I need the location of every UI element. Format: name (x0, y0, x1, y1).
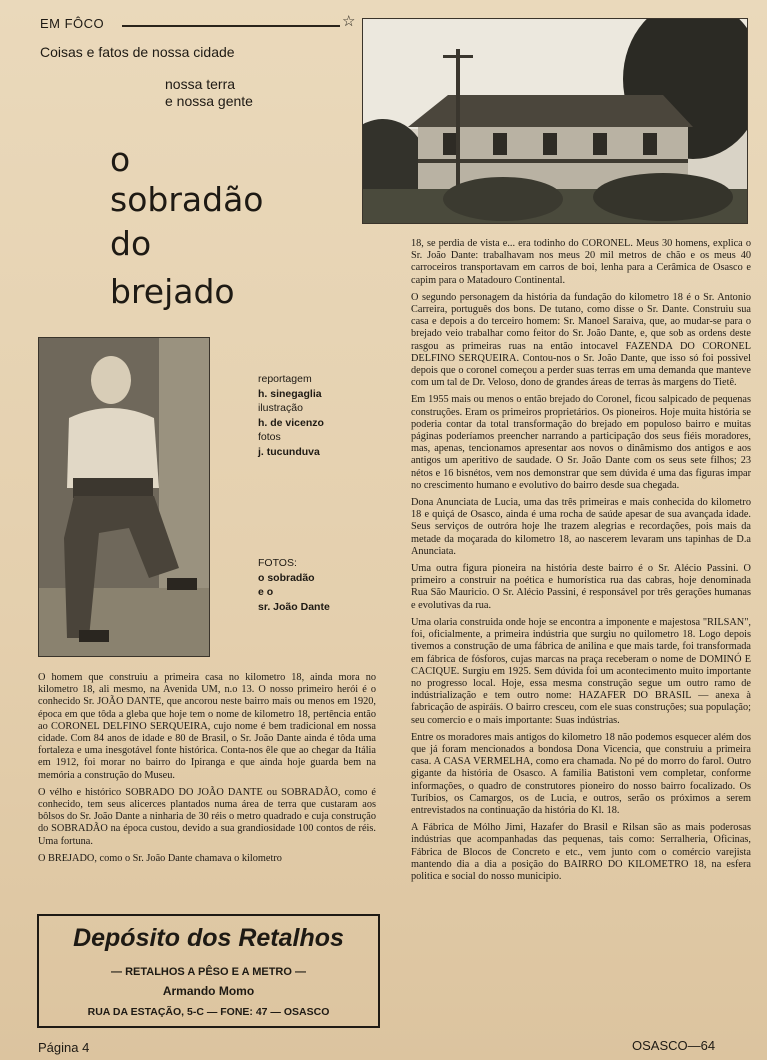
credit-name: j. tucunduva (258, 445, 320, 458)
headline-word-2: sobradão (110, 180, 264, 219)
portrait-illustration (39, 338, 209, 656)
paragraph: O vélho e histórico SOBRADO DO JOÃO DANTE ou SOBRADÃO, como é conhecido, tem seus alicerces plantados numa área de terra que custaram aos bôlsos do Sr. João Dante a ninharia de 30 réis o metro quadrado e cuja construção do SOBRADÃO na época custou, devido a sua grandiosidade 100 contos de réis. Uma fortuna. (38, 786, 376, 847)
paragraph: A Fábrica de Mólho Jimi, Hazafer do Brasil e Rilsan são as mais poderosas indústrias que acompanhadas das pequenas, tais como: Serralheria, Oficinas, Fábrica de Blocos de Concreto e etc., vem junto com o comércio varejista mantendo dia a dia a posição do BAIRRO DO KILOMETRO 18, na esfera politica e social do nosso municipio. (411, 822, 751, 882)
sobradao-photo (362, 18, 748, 224)
section-tag: EM FÔCO (40, 16, 105, 31)
right-column (411, 238, 751, 888)
paragraph: Uma outra figura pioneira na história deste bairro é o Sr. Alécio Passini. O primeiro a construir na poética e humorística rua das cabras, hoje denominada Rua São Mauricio. O Sr. Alécio Passini, é responsável por três gerações humanas e evolutivas da rua. (411, 563, 751, 611)
headline-word-3: do (110, 224, 152, 263)
headline-word-1: o (110, 140, 131, 179)
paragraph: Entre os moradores mais antigos do kilometro 18 não podemos esquecer além dos que já foram mencionados a bondosa Dona Vicencia, que construiu a primeira casa. A CASA VERMELHA, como era chamada. No pé do morro do farol. Outro gigante da história de Osasco. A familia Batistoni vem completar, conforme informações, o quadro de construtores pioneiro do nosso bairro focalizado. Os Turíbios, os Camargos, os de Lucia, e outros, serão os próximos a serem entrevistados na continuação da história do Kl. 18. (411, 731, 751, 816)
kicker: Coisas e fatos de nossa cidade (40, 44, 235, 60)
section-rule (122, 25, 340, 27)
page-number: Página 4 (38, 1040, 90, 1055)
headline-word-4: brejado (110, 272, 235, 311)
caption-line: e o (258, 586, 274, 598)
paragraph: O BREJADO, como o Sr. João Dante chamava o kilometro (38, 852, 282, 864)
house-illustration (363, 19, 747, 223)
footer-issue: OSASCO—64 (632, 1038, 716, 1053)
caption-title: FOTOS: (258, 557, 297, 569)
paragraph: Em 1955 mais ou menos o então brejado do Coronel, ficou salpicado de pequenas construções. Eram os primeiros proprietários. Os pioneiros. Hoje muita história se poderia contar da total transformação do brejado em populoso bairro e muitas páginas poderíamos preencher narrando a participação dos seus fiéis moradores, mas, apenas, tencionamos apresentar aos novos o dinâmismo dos antigos e aos antigos um aperitivo de saudade. O Sr. João Dante com os seus sete filhos; 23 nétos e 16 bisnétos, vem nos demonstrar que sem dúvida é uma das figuras impar no crescimento humano e evolutivo do bairro desde sua chegada. (411, 394, 751, 491)
paragraph: O segundo personagem da história da fundação do kilometro 18 é o Sr. Antonio Carreira, português dos bons. De tutano, como disse o Sr. Dante. Construiu sua casa e depois a do terceiro homem: Sr. Manoel Saraiva, que, ao mudar-se para o brejado veio trabalhar como feitor do Sr. João Dante, e, que sob as ordens deste rasgou as primeiras ruas na então intocavel FAZENDA DO CORONEL DELFINO SERQUEIRA. Contou-nos o Sr. João Dante, que isso só foi possivel depois que o coronel começou a perder suas terras em uma demanda que manteve com um tal de Dr. Veloso, dono de grandes áreas de terras às margens do Tietê. (411, 291, 751, 389)
credit-name: h. de vicenzo (258, 416, 324, 429)
credit-label: fotos (258, 431, 281, 443)
ad-line: RUA DA ESTAÇÃO, 5-C — FONE: 47 — OSASCO (87, 1006, 330, 1018)
ad-line: — RETALHOS A PÊSO E A METRO — (111, 966, 306, 978)
paragraph: Dona Anunciata de Lucia, uma das três primeiras e mais conhecida do kilometro 18 e quiçá de Osasco, ainda é uma rocha de saúde apesar de sua avançada idade. Seus serviços de outróra hoje lhe trazem alegrias e recordações, pois mais da metade da moçarada do kilometro 18, ao nascerem levaram uns tapinhas de D.a Anunciata. (411, 497, 751, 557)
joao-dante-photo (38, 337, 210, 657)
credit-name: h. sinegaglia (258, 387, 322, 400)
credit-label: reportagem (258, 373, 312, 385)
credits-block (258, 372, 324, 459)
ad-line: Armando Momo (162, 984, 255, 998)
left-column (38, 672, 376, 870)
photo-caption (258, 556, 330, 614)
credit-label: ilustração (258, 402, 303, 414)
paragraph: 18, se perdia de vista e... era todinho do CORONEL. Meus 30 homens, explica o Sr. João Dante: trabalhavam nos meus 20 mil metros de chão e os meus 40 carroceiros transportavam em carros de boi, lenha para a Cerâmica de Osasco e capim para o Matadouro Continental. (411, 238, 751, 286)
subtitle-line-2: e nossa gente (165, 93, 253, 109)
caption-line: sr. João Dante (258, 600, 330, 613)
subtitle-line-1: nossa terra (165, 76, 236, 92)
ad-title: Depósito dos Retalhos (73, 924, 344, 952)
paragraph: Uma olaria construida onde hoje se encontra a imponente e majestosa "RILSAN", foi, oficialmente, a primeira indústria que surgiu no quilometro 18. Logo depois tivemos a construção de uma fábrica de anilina e que mais tarde, foi transformada em fábrica de fósforos, cujas marcas na praça receberam o nome de DOMINÓ E CACIQUE. Surgiu em 1925. Sem dúvida foi um acontecimento muito importante no progresso local. Hoje, essa mesma construção segue um outro ramo de indústrialização e tem outro nome: HAZAFER DO BRASIL — anexa à fabricação de aspiráis. O bairro cresceu, com ele suas construções; sua população; seu comercio e o mais importante: Suas indústrias. (411, 616, 751, 726)
advertisement-box (37, 914, 380, 1028)
paragraph: O homem que construiu a primeira casa no kilometro 18, ainda mora no kilometro 18, ali mesmo, na Avenida UM, n.o 13. O nosso primeiro herói é o conhecido Sr. JOÃO DANTE, que ancorou neste bairro mais ou menos em 1920, época em que tôda a gleba que hoje tem o nome de kilometro 18, pertência então ao CORONEL DELFINO SERQUEIRA, cujo nome é bem tradicional em nossa cidade. Com 84 anos de idade e 80 de Brasil, o Sr. João Dante ainda é tôda uma fortaleza e uma inesgotável fonte histórica. Conta-nos êle que ao chegar da Itália em 1912, foi morar no bairro do Ipiranga e que ainda hoje guarda bem na memória a construção do Museu. (38, 672, 376, 781)
star-icon: ☆ (342, 14, 356, 30)
caption-line: o sobradão (258, 571, 315, 584)
